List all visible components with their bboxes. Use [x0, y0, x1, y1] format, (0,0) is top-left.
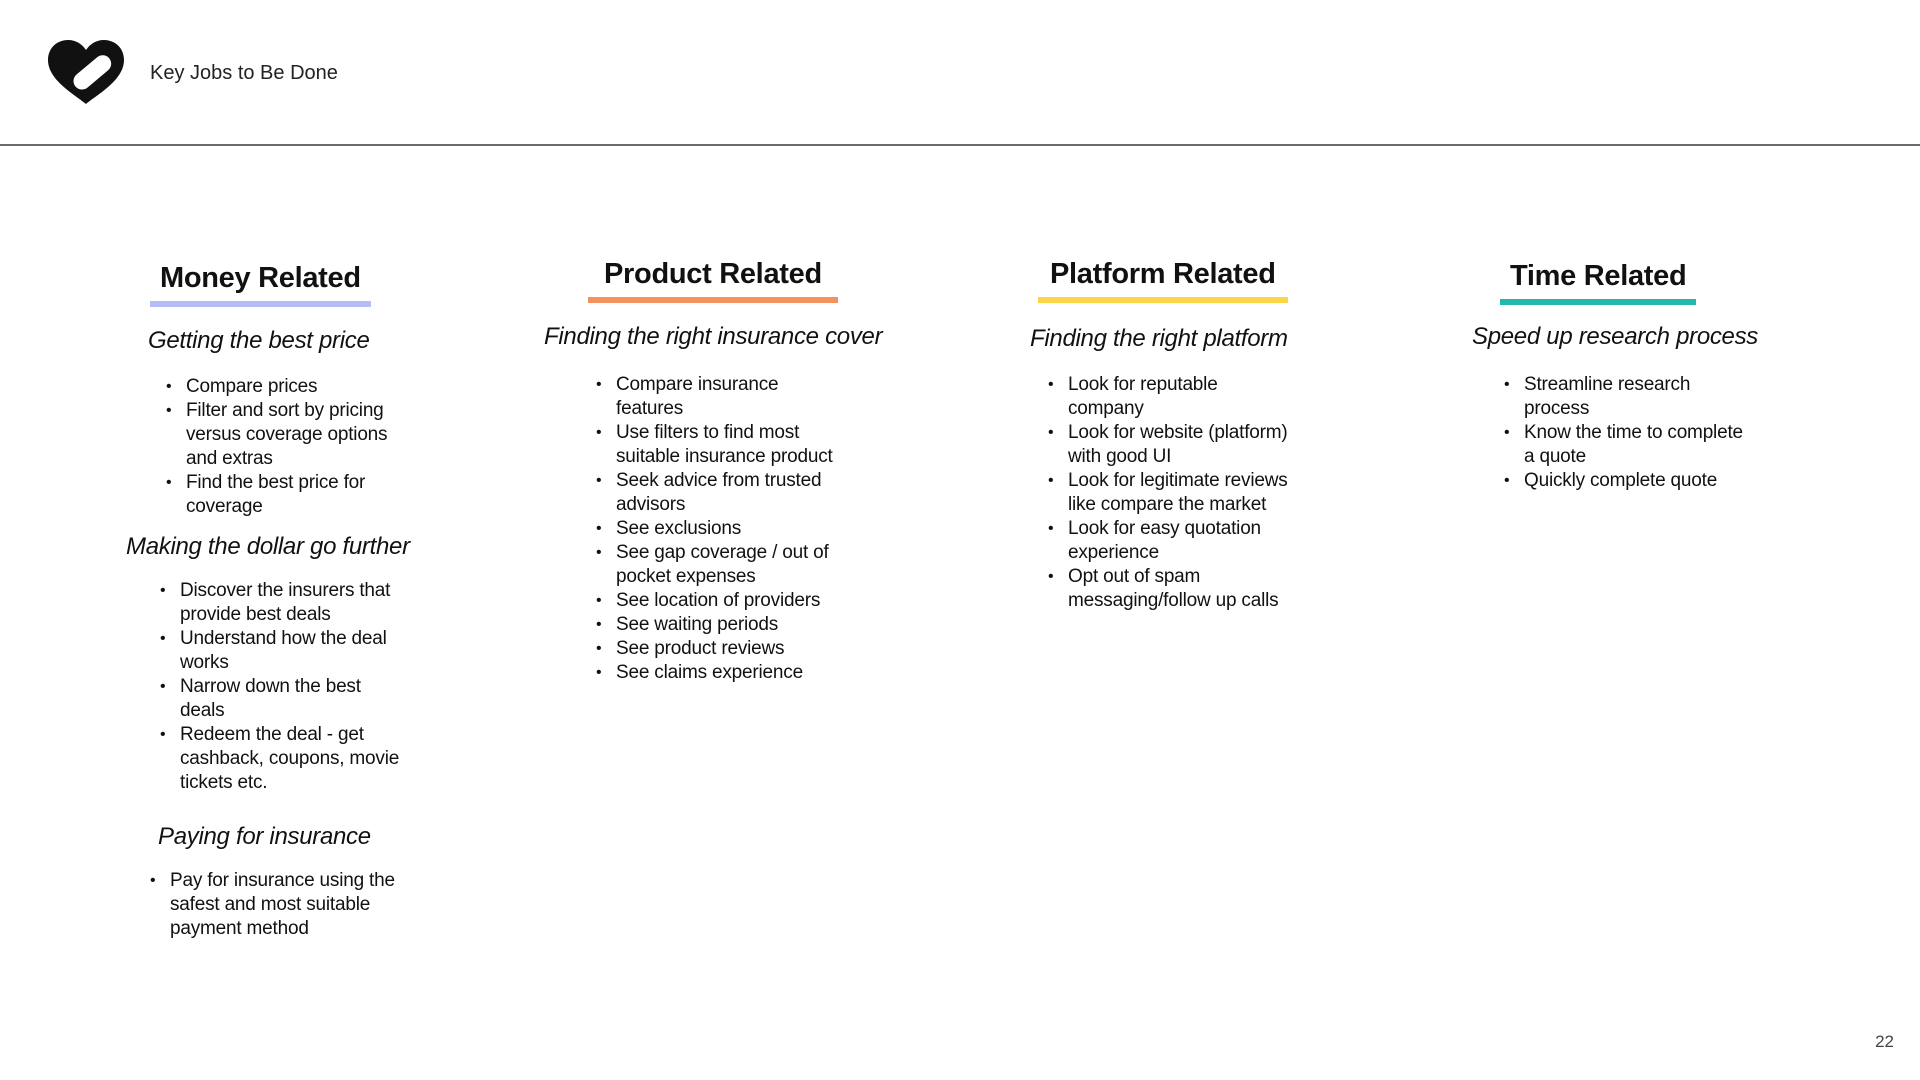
list-item: • Redeem the deal - get cashback, coupons, movie tickets etc. — [160, 723, 400, 795]
page-number: 22 — [1875, 1032, 1894, 1051]
list-item: • See exclusions — [596, 517, 836, 541]
list-item: • Look for website (platform) with good UI — [1048, 421, 1288, 469]
list-item: • See claims experience — [596, 661, 836, 685]
list-item: • Find the best price for coverage — [166, 471, 396, 519]
list-item: • Narrow down the best deals — [160, 675, 400, 723]
column-money-related — [126, 258, 446, 941]
list-item: • See location of providers — [596, 589, 836, 613]
section-title: Speed up research process — [1472, 323, 1759, 350]
section-title: Making the dollar go further — [126, 533, 410, 560]
list-item: • Understand how the deal works — [160, 627, 400, 675]
section-title: Paying for insurance — [158, 823, 371, 850]
section-title: Finding the right platform — [1030, 325, 1288, 352]
bullet-list — [150, 869, 400, 941]
list-item: • Use filters to find most suitable insurance product — [596, 421, 836, 469]
section-title: Finding the right insurance cover — [544, 323, 883, 350]
list-item: • Pay for insurance using the safest and most suitable payment method — [150, 869, 400, 941]
list-item: • See waiting periods — [596, 613, 836, 637]
slide-title: Key Jobs to Be Done — [150, 62, 338, 84]
bullet-list — [1504, 373, 1744, 493]
column-heading: Money Related — [150, 262, 371, 307]
bullet-list — [596, 373, 836, 685]
list-item: • Look for legitimate reviews like compare the market — [1048, 469, 1288, 517]
list-item: • Compare insurance features — [596, 373, 836, 421]
bullet-list — [166, 375, 396, 519]
list-item: • Discover the insurers that provide best deals — [160, 579, 400, 627]
list-item: • See gap coverage / out of pocket expenses — [596, 541, 836, 589]
slide-header — [0, 0, 1920, 146]
list-item: • Look for easy quotation experience — [1048, 517, 1288, 565]
list-item: • Seek advice from trusted advisors — [596, 469, 836, 517]
column-platform-related — [1030, 258, 1350, 613]
column-heading: Time Related — [1500, 260, 1696, 305]
list-item: • Filter and sort by pricing versus coverage options and extras — [166, 399, 396, 471]
column-heading: Product Related — [588, 258, 838, 303]
bullet-list — [1048, 373, 1288, 613]
list-item: • Know the time to complete a quote — [1504, 421, 1744, 469]
list-item: • Streamline research process — [1504, 373, 1744, 421]
list-item: • Quickly complete quote — [1504, 469, 1744, 493]
column-time-related — [1472, 258, 1792, 493]
list-item: • See product reviews — [596, 637, 836, 661]
list-item: • Opt out of spam messaging/follow up calls — [1048, 565, 1288, 613]
column-product-related — [544, 258, 904, 685]
column-heading: Platform Related — [1038, 258, 1288, 303]
bullet-list — [160, 579, 400, 795]
list-item: • Look for reputable company — [1048, 373, 1288, 421]
section-title: Getting the best price — [148, 327, 370, 354]
list-item: • Compare prices — [166, 375, 396, 399]
heart-pill-logo-icon — [44, 38, 128, 106]
